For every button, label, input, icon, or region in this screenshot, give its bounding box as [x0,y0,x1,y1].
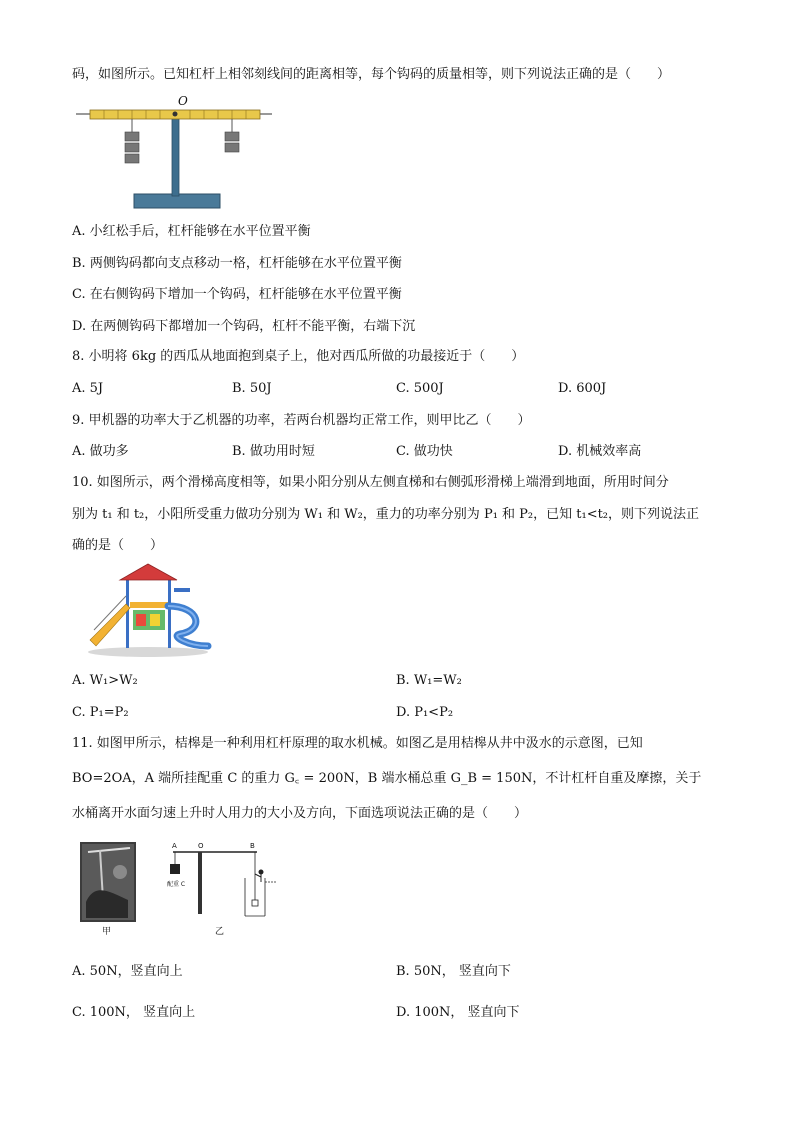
q8-option-c[interactable]: C. 500J [396,381,444,396]
q10-stem-line1: 10. 如图所示，两个滑梯高度相等，如果小阳分别从左侧直梯和右侧弧形滑梯上端滑到地面，所用时间分 [72,475,669,490]
q7-option-a[interactable]: A. 小红松手后，杠杆能够在水平位置平衡 [72,224,311,239]
photo-jia-figure [80,842,136,922]
q10-option-a[interactable]: A. W₁>W₂ [72,673,138,688]
q7-option-c[interactable]: C. 在右侧钩码下增加一个钩码，杠杆能够在水平位置平衡 [72,287,402,302]
q7-stem: 码，如图所示。已知杠杆上相邻刻线间的距离相等，每个钩码的质量相等，则下列说法正确的是（ ） [72,67,671,82]
q10-stem-line2: 别为 t₁ 和 t₂，小阳所受重力做功分别为 W₁ 和 W₂，重力的功率分别为 P₁ 和 P₂，已知 t₁<t₂，则下列说法正 [72,507,700,522]
q8-stem: 8. 小明将 6kg 的西瓜从地面抱到桌子上，他对西瓜所做的功最接近于（ ） [72,349,525,364]
q9-option-a[interactable]: A. 做功多 [72,444,129,459]
q7-option-d[interactable]: D. 在两侧钩码下都增加一个钩码，杠杆不能平衡，右端下沉 [72,319,416,334]
q9-stem: 9. 甲机器的功率大于乙机器的功率，若两台机器均正常工作，则甲比乙（ ） [72,413,531,428]
q11-option-b[interactable]: B. 50N， 竖直向下 [396,964,511,979]
diagram-label-c: 配重 C [167,881,186,888]
caption-yi: 乙 [215,927,225,937]
q9-option-b[interactable]: B. 做功用时短 [232,444,315,459]
q10-option-c[interactable]: C. P₁=P₂ [72,705,129,720]
q9-option-c[interactable]: C. 做功快 [396,444,453,459]
q11-option-d[interactable]: D. 100N， 竖直向下 [396,1005,520,1020]
q9-option-d[interactable]: D. 机械效率高 [558,444,642,459]
q11-option-c[interactable]: C. 100N， 竖直向上 [72,1005,196,1020]
q11-option-a[interactable]: A. 50N，竖直向上 [72,964,183,979]
playground-slide-figure [80,560,215,660]
q8-option-a[interactable]: A. 5J [72,381,104,396]
q8-option-b[interactable]: B. 50J [232,381,272,396]
diagram-label-o: O [198,842,204,850]
caption-jia: 甲 [102,927,112,937]
diagram-label-a: A [172,842,177,850]
q10-option-b[interactable]: B. W₁=W₂ [396,673,462,688]
diagram-label-b: B [250,842,255,850]
q10-option-d[interactable]: D. P₁<P₂ [396,705,454,720]
q11-stem-line3: 水桶离开水面匀速上升时人用力的大小及方向，下面选项说法正确的是（ ） [72,806,528,821]
q10-stem-line3: 确的是（ ） [72,538,164,553]
q11-stem-line1: 11. 如图甲所示，桔槔是一种利用杠杆原理的取水机械。如图乙是用桔槔从井中汲水的示意图，已知 [72,736,643,751]
q11-stem-line2: BO=2OA，A 端所挂配重 C 的重力 G꜀ = 200N，B 端水桶总重 G_B = 150N，不计杠杆自重及摩擦，关于 [72,771,702,786]
lever-figure [74,94,274,214]
q8-option-d[interactable]: D. 600J [558,381,607,396]
pivot-label-o: O [178,94,188,108]
q7-option-b[interactable]: B. 两侧钩码都向支点移动一格，杠杆能够在水平位置平衡 [72,256,402,271]
